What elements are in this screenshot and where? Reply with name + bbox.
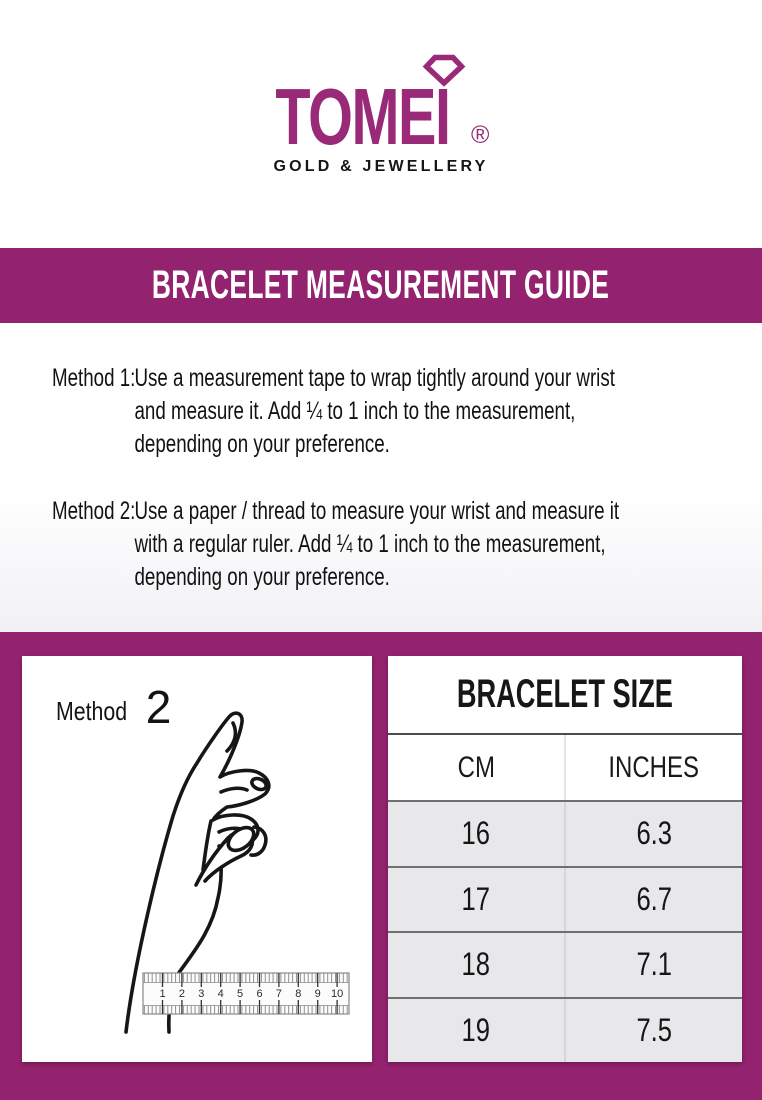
- bottom-section: [0, 632, 762, 1100]
- title-banner: [0, 248, 762, 323]
- ruler-number: 4: [217, 988, 224, 1000]
- inches-value-cell: [564, 868, 742, 932]
- cm-value-cell: [388, 802, 564, 866]
- methods-section: [0, 323, 762, 632]
- column-header-cm-label: CM: [457, 750, 495, 784]
- ruler-number: 1: [159, 988, 166, 1000]
- logo-header: [0, 0, 762, 248]
- table-row: [388, 997, 742, 1063]
- cm-value: 18: [461, 946, 491, 983]
- ruler-illustration: [143, 973, 349, 1015]
- brand-tagline: GOLD & JEWELLERY: [273, 158, 489, 175]
- method-2-line: with a regular ruler. Add ¼ to 1 inch to the measurement,: [134, 530, 606, 558]
- column-header-cm: [388, 735, 564, 800]
- cm-value: 19: [461, 1011, 491, 1048]
- registered-mark-icon: ®: [471, 121, 490, 146]
- cm-value: 17: [461, 880, 491, 917]
- size-table-title-row: [388, 656, 742, 735]
- inches-value-cell: [564, 802, 742, 866]
- method-1-line: depending on your preference.: [134, 430, 390, 458]
- ruler-number: 6: [256, 988, 263, 1000]
- method2-card-label-word: Method: [56, 696, 128, 727]
- ruler-number: 9: [314, 988, 321, 1000]
- cm-value-cell: [388, 868, 564, 932]
- table-row: [388, 931, 742, 997]
- inches-value: 7.5: [636, 1011, 672, 1048]
- cm-value: 16: [461, 815, 491, 852]
- method-1-paragraph: [52, 362, 690, 461]
- method-2-line: Use a paper / thread to measure your wrist and measure it: [134, 497, 620, 525]
- method-2-paragraph: [52, 495, 690, 594]
- size-table-title: BRACELET SIZE: [456, 672, 674, 716]
- inches-value: 6.7: [636, 880, 672, 917]
- table-row: [388, 800, 742, 866]
- table-row: [388, 866, 742, 932]
- method-2-line: depending on your preference.: [134, 563, 390, 591]
- method2-card-label-number: 2: [145, 681, 172, 733]
- method-1-line: and measure it. Add ¼ to 1 inch to the measurement,: [134, 397, 576, 425]
- ruler-number: 7: [275, 988, 282, 1000]
- method-2-label: Method 2:: [52, 497, 136, 525]
- method2-illustration-card: [22, 656, 372, 1062]
- column-header-inches-label: INCHES: [608, 750, 700, 784]
- size-table-header-row: [388, 735, 742, 800]
- brand-name: TOMEI: [275, 71, 450, 146]
- inches-value-cell: [564, 933, 742, 997]
- bracelet-size-card: [388, 656, 742, 1062]
- cm-value-cell: [388, 999, 564, 1063]
- method-1-label: Method 1:: [52, 364, 136, 392]
- inches-value: 6.3: [636, 815, 672, 852]
- inches-value: 7.1: [636, 946, 672, 983]
- inches-value-cell: [564, 999, 742, 1063]
- ruler-number: 8: [295, 988, 302, 1000]
- method2-card-label: [56, 681, 172, 733]
- ruler-number: 3: [198, 988, 205, 1000]
- ruler-number: 2: [178, 988, 185, 1000]
- ruler-number: 5: [237, 988, 244, 1000]
- ruler-number: 10: [330, 988, 344, 1000]
- page-title: BRACELET MEASUREMENT GUIDE: [152, 263, 610, 307]
- tomei-logo: [261, 54, 501, 146]
- column-header-inches: [564, 735, 742, 800]
- method-1-line: Use a measurement tape to wrap tightly around your wrist: [134, 364, 615, 392]
- cm-value-cell: [388, 933, 564, 997]
